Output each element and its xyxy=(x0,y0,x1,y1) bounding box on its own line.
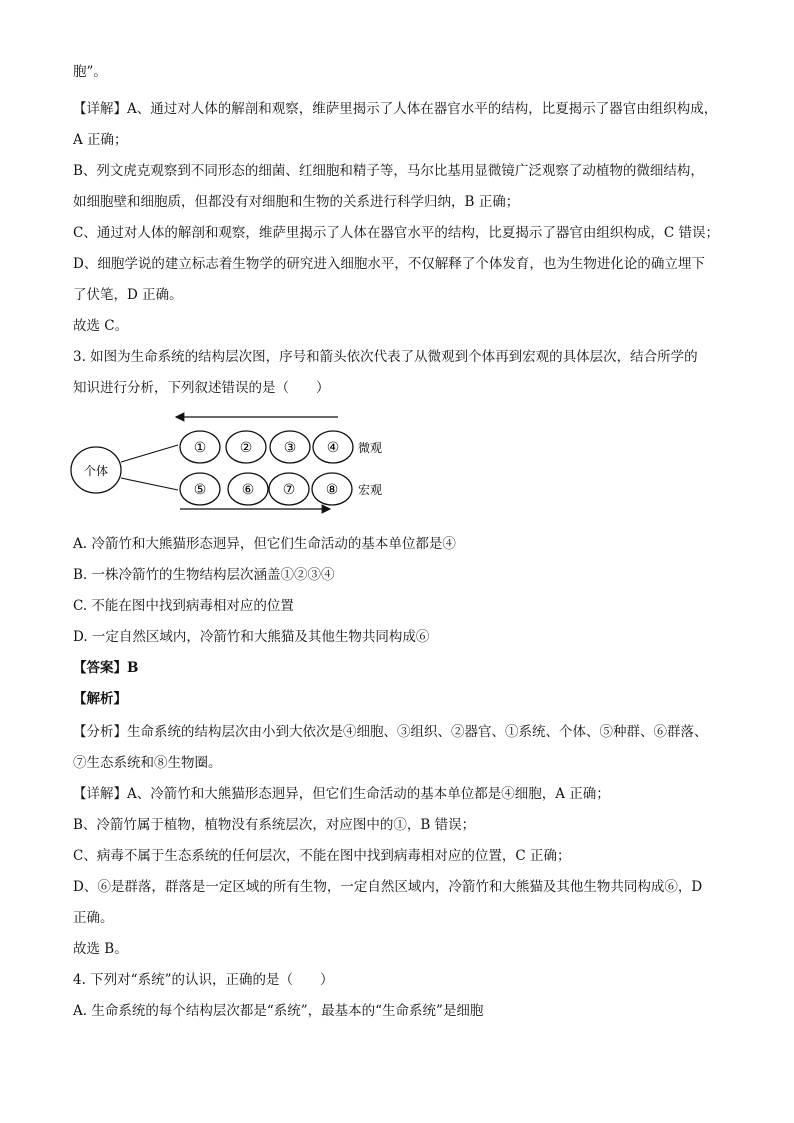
question-4-line: 4. 下列对“系统”的认识，正确的是（ ） xyxy=(73,972,334,988)
text-line: ⑦生态系统和⑧生物圈。 xyxy=(73,755,222,771)
text-line: 【详解】A、冷箭竹和大熊猫形态迥异，但它们生命活动的基本单位都是④细胞，A 正确； xyxy=(73,786,610,802)
level-4-label: ④ xyxy=(326,440,340,456)
macro-label: 宏观 xyxy=(358,483,383,497)
text-line: 了伏笔，D 正确。 xyxy=(73,287,183,303)
text-line: 故选 B。 xyxy=(73,941,128,957)
text-line: 如细胞壁和细胞质，但都没有对细胞和生物的关系进行科学归纳，B 正确； xyxy=(73,194,520,210)
level-1-label: ① xyxy=(193,440,207,456)
macro-row xyxy=(180,473,352,505)
option-c: C. 不能在图中找到病毒相对应的位置 xyxy=(73,598,294,614)
micro-row xyxy=(180,431,353,463)
question-3-line: 3. 如图为生命系统的结构层次图，序号和箭头依次代表了从微观到个体再到宏观的具体层次，结合所学的 xyxy=(73,349,698,365)
micro-label: 微观 xyxy=(358,441,383,455)
text-line: D、⑥是群落，群落是一定区域的所有生物，一定自然区域内，冷箭竹和大熊猫及其他生物共同构成⑥，D xyxy=(73,879,703,895)
option-a: A. 生命系统的每个结构层次都是“系统”，最基本的“生命系统”是细胞 xyxy=(73,1003,484,1019)
text-line: C、通过对人体的解剖和观察，维萨里揭示了人体在器官水平的结构，比夏揭示了器官由组织构成，C 错误； xyxy=(73,225,719,241)
text-line: 故选 C。 xyxy=(73,318,129,334)
text-line: B、冷箭竹属于植物，植物没有系统层次，对应图中的①，B 错误； xyxy=(73,817,476,833)
text-line: C、病毒不属于生态系统的任何层次，不能在图中找到病毒相对应的位置，C 正确； xyxy=(73,848,571,864)
text-line: 正确。 xyxy=(73,910,114,926)
level-6-label: ⑥ xyxy=(241,482,255,498)
text-line: D、细胞学说的建立标志着生物学的研究进入细胞水平，不仅解释了个体发育，也为生物进化论的确立埋下 xyxy=(73,256,705,272)
life-system-diagram xyxy=(68,412,398,522)
option-b: B. 一株冷箭竹的生物结构层次涵盖①②③④ xyxy=(73,567,335,583)
level-5-label: ⑤ xyxy=(193,482,207,498)
level-3-label: ③ xyxy=(283,440,297,456)
individual-label: 个体 xyxy=(83,464,109,478)
option-a: A. 冷箭竹和大熊猫形态迥异，但它们生命活动的基本单位都是④ xyxy=(73,536,456,552)
level-2-label: ② xyxy=(239,440,253,456)
text-line: 胞”。 xyxy=(73,64,107,80)
option-d: D. 一定自然区域内，冷箭竹和大熊猫及其他生物共同构成⑥ xyxy=(73,629,430,645)
analysis-label: 【解析】 xyxy=(73,691,127,707)
level-8-label: ⑧ xyxy=(325,482,339,498)
text-line: A 正确； xyxy=(73,132,128,148)
answer-label: 【答案】B xyxy=(73,660,139,676)
text-line: 【详解】A、通过对人体的解剖和观察，维萨里揭示了人体在器官水平的结构，比夏揭示了器官由组织构成， xyxy=(73,101,718,117)
question-3-line: 知识进行分析，下列叙述错误的是（ ） xyxy=(73,380,330,396)
level-7-label: ⑦ xyxy=(282,482,296,498)
text-line: 【分析】生命系统的结构层次由小到大依次是④细胞、③组织、②器官、①系统、个体、⑤种群、⑥群落、 xyxy=(73,724,708,740)
text-line: B、列文虎克观察到不同形态的细菌、红细胞和精子等，马尔比基用显微镜广泛观察了动植物的微细结构， xyxy=(73,163,704,179)
